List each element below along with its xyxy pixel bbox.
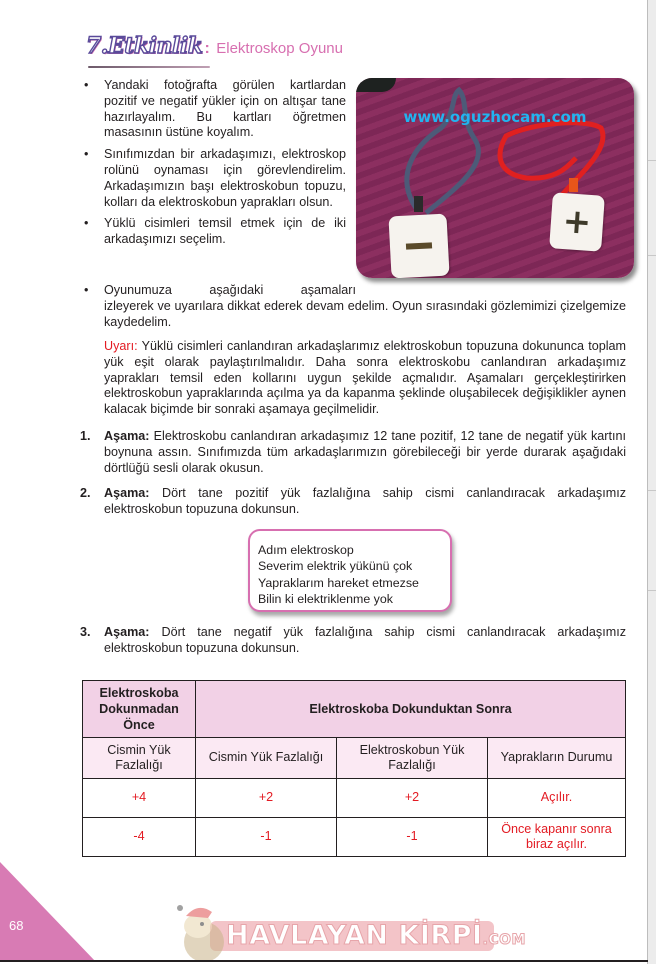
column-header: Yaprakların Durumu — [488, 738, 626, 779]
column-header: Cismin Yük Fazlalığı — [196, 738, 337, 779]
table-row — [83, 818, 626, 857]
poem-box — [248, 529, 452, 612]
table-cell: Açılır. — [488, 779, 626, 818]
poem-line: Adım elektroskop — [258, 543, 354, 557]
warning-paragraph — [104, 339, 626, 418]
step-label: Aşama: — [104, 486, 150, 500]
bullet-text: Sınıfımızdan bir arkadaşımızı, elektroskop rolünü oynaması için görevlendirelim. Arkadaşımızın başı elektroskobun topuzu, kolları da elektroskobun yaprakları olsun. — [104, 147, 346, 209]
table-cell: -4 — [83, 818, 196, 857]
bottom-rule — [0, 960, 648, 962]
step-2 — [80, 486, 626, 518]
negative-charge-card — [388, 214, 449, 278]
watermark-logo-text: HAVLAYAN KİRPİ.COM — [226, 920, 526, 951]
table-cell: -1 — [337, 818, 488, 857]
step-3 — [80, 625, 626, 657]
title-underline — [88, 66, 210, 68]
column-header: Cismin Yük Fazlalığı — [83, 738, 196, 779]
bullet-text-first-line: Oyunumuza aşağıdaki aşamaları — [104, 283, 356, 297]
warning-text: Yüklü cisimleri canlandıran arkadaşlarımız elektroskobun topuzuna dokununca toplam yük eşit olarak paylaştırılmalıdır. Daha sonra elektroskobu canlandıran arkadaşımız yaprakları temsil eden kollarını uygun şekilde açmalıdır. Aşamaları gerçekleştirirken elektroskobun yapraklarında açılma ya da kapanma şeklinde oluşabilecek değişiklikler aynen kalacak biçimde bir sonraki aşamaya geçilmelidir. — [104, 339, 626, 417]
bullet-text: Yüklü cisimleri temsil etmek için de iki arkadaşımızı seçelim. — [104, 216, 346, 247]
positive-card-clip — [569, 178, 578, 192]
hedgehog-mascot-icon — [172, 898, 232, 964]
observation-table — [82, 680, 626, 857]
table-subheader-row — [83, 738, 626, 779]
step-number: 1. — [80, 429, 91, 443]
table-header-row — [83, 681, 626, 738]
step-text: Elektroskobu canlandıran arkadaşımız 12 tane pozitif, 12 tane de negatif yük kartını boynuna assın. Sınıfımızda tüm arkadaşlarımızın görebileceği bir yerde durarak aşağıdaki dörtlüğü sesli olarak okusun. — [104, 429, 627, 475]
step-text: Dört tane pozitif yük fazlalığına sahip cismi canlandıracak arkadaşımız elektroskobun topuzuna dokunsun. — [104, 486, 626, 516]
bullet-item — [84, 216, 346, 248]
header-after-touch: Elektroskoba Dokunduktan Sonra — [196, 681, 626, 738]
strip-tick — [648, 490, 656, 491]
strip-tick — [648, 160, 656, 161]
page-number: 68 — [9, 918, 24, 933]
positive-charge-card — [549, 192, 605, 251]
bullet-item-wide — [84, 283, 626, 330]
table-row — [83, 779, 626, 818]
bullet-dot: • — [84, 283, 89, 297]
page-corner-decoration — [0, 862, 96, 962]
bullet-dot: • — [84, 78, 89, 92]
header-before-touch: Elektroskoba Dokunmadan Önce — [83, 681, 196, 738]
plus-icon: + — [561, 201, 593, 243]
step-label: Aşama: — [104, 429, 150, 443]
bullet-text: Yandaki fotoğrafta görülen kartlardan pozitif ve negatif yükler için on altışar tane hazırlayalım. Bu kartları öğretmen masasının üstüne koyalım. — [104, 78, 346, 140]
viewer-scroll-strip[interactable] — [647, 0, 656, 964]
table-cell: +2 — [196, 779, 337, 818]
charge-cards-photo — [356, 78, 634, 278]
activity-name: Elektroskop Oyunu — [216, 40, 343, 57]
negative-card-clip — [414, 196, 423, 212]
table-cell: -1 — [196, 818, 337, 857]
step-label: Aşama: — [104, 625, 150, 639]
step-1 — [80, 429, 626, 476]
bullet-text-rest: izleyerek ve uyarılara dikkat ederek devam edelim. Oyun sırasındaki gözlemimizi çizelgemize kaydedelim. — [104, 298, 626, 329]
photo-watermark: www.oguzhocam.com — [403, 108, 587, 126]
step-text: Dört tane negatif yük fazlalığına sahip cismi canlandıracak arkadaşımız elektroskobun topuzuna dokunsun. — [104, 625, 627, 655]
minus-icon — [406, 242, 432, 249]
strip-tick — [648, 590, 656, 591]
table-cell: +4 — [83, 779, 196, 818]
table-cell: Önce kapanır sonra biraz açılır. — [488, 818, 626, 857]
poem-line: Bilin ki elektriklenme yok — [258, 592, 393, 607]
step-number: 3. — [80, 625, 91, 639]
title-separator: : — [204, 40, 210, 57]
bullet-item — [84, 78, 346, 141]
bullet-dot: • — [84, 147, 89, 162]
activity-number: 7.Etkinlik — [86, 33, 203, 59]
instruction-bullets — [84, 78, 346, 254]
column-header: Elektroskobun Yük Fazlalığı — [337, 738, 488, 779]
red-lanyard — [500, 123, 603, 196]
activity-title — [86, 33, 343, 67]
bullet-dot: • — [84, 216, 89, 231]
bullet-item — [84, 147, 346, 210]
warning-label: Uyarı: — [104, 339, 138, 353]
step-number: 2. — [80, 486, 91, 500]
strip-tick — [648, 255, 656, 256]
table-cell: +2 — [337, 779, 488, 818]
poem-line: Severim elektrik yükünü çok — [258, 559, 413, 574]
poem-line: Yapraklarım hareket etmezse — [258, 575, 419, 590]
